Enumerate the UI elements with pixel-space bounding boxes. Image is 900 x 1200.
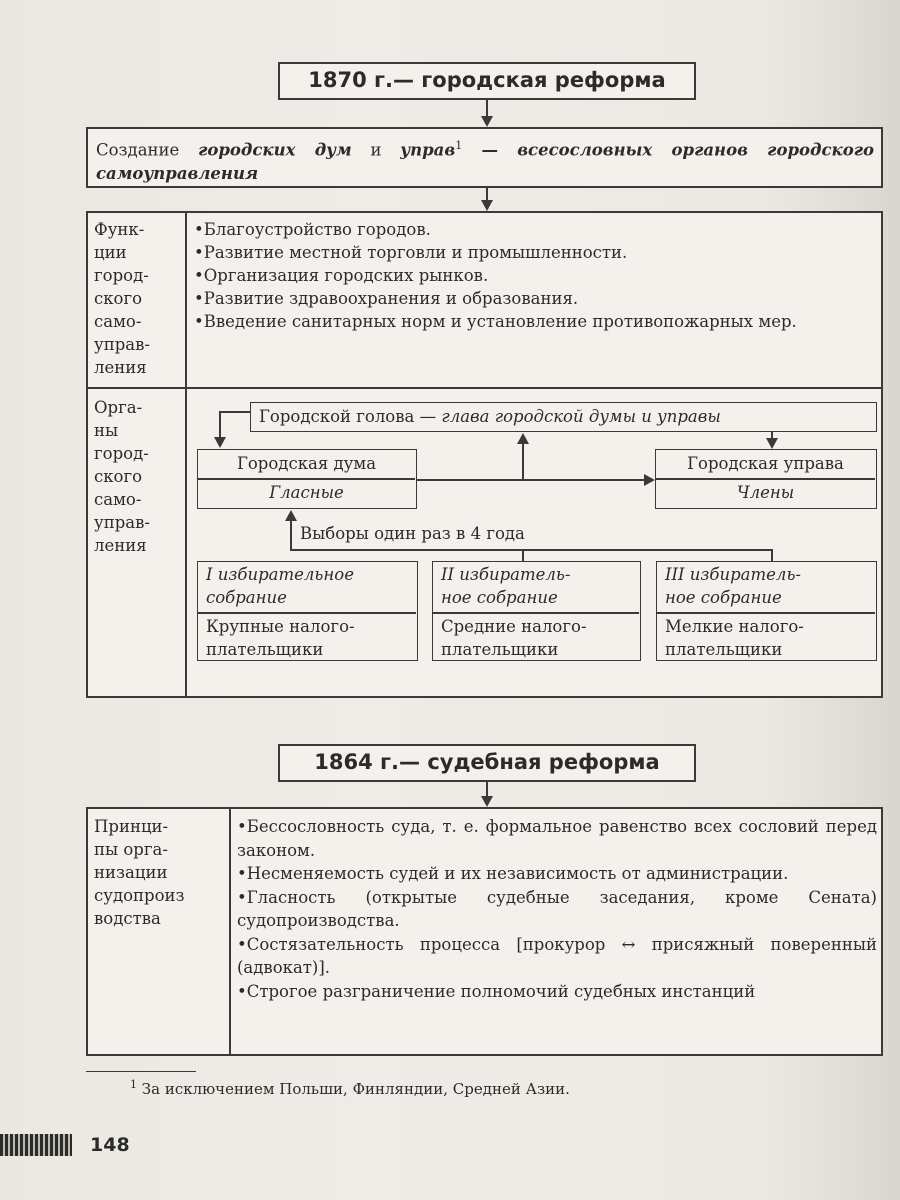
assembly-1-box — [197, 561, 418, 661]
city-head-role: — глава городской думы и управы — [414, 407, 721, 426]
uprava-box — [655, 449, 877, 509]
connector — [290, 520, 292, 550]
list-item: • Гласность (открытые судебные заседания, кроме Сената) судопроизводства. — [237, 886, 877, 933]
list-item: • Состязательность процесса [прокурор ↔ присяжный поверенный (адвокат)]. — [237, 933, 877, 980]
arrow-up-icon — [517, 433, 529, 444]
elections-label: Выборы один раз в 4 года — [300, 524, 525, 543]
page-number: 148 — [90, 1134, 130, 1156]
creation-text: Создание городских дум и управ$^1$ — всесословных органов городского самоуправления — [96, 139, 874, 183]
functions-heading: Функ- ции город- ского само- управ- ления — [94, 220, 150, 377]
arrow-down-icon — [481, 796, 493, 807]
table-divider-horizontal — [86, 387, 883, 389]
principles-heading: Принци- пы орга- низации судопроиз водства — [94, 817, 185, 928]
principles-list — [237, 815, 877, 1003]
arrow-up-icon — [285, 510, 297, 521]
list-item: • Развитие здравоохранения и образования. — [194, 287, 876, 310]
list-item: • Развитие местной торговли и промышленности. — [194, 241, 876, 264]
list-item: • Благоустройство городов. — [194, 218, 876, 241]
duma-box — [197, 449, 417, 509]
assembly-2-box — [432, 561, 641, 661]
city-reform-title: 1870 г.— городская реформа — [278, 62, 696, 100]
city-head-name: Городской голова — [259, 407, 415, 426]
arrow-down-icon — [766, 438, 778, 449]
table-divider-vertical — [229, 807, 231, 1056]
assembly-who: Крупные налого- плательщики — [206, 617, 355, 659]
connector — [220, 411, 250, 413]
uprava-name: Городская управа — [687, 454, 844, 473]
list-item: • Строгое разграничение полномочий судебных инстанций — [237, 980, 877, 1004]
duma-name: Городская дума — [236, 454, 377, 473]
duma-members: Гласные — [269, 483, 344, 502]
table-divider-vertical — [185, 211, 187, 698]
arrow-down-icon — [481, 200, 493, 211]
arrow-down-icon — [481, 116, 493, 127]
arrow-down-icon — [214, 437, 226, 448]
connector — [219, 411, 221, 438]
uprava-members: Члены — [736, 483, 795, 502]
organs-heading: Орга- ны город- ского само- управ- ления — [94, 398, 150, 555]
list-item: • Несменяемость судей и их независимость от администрации. — [237, 862, 877, 886]
court-reform-title: 1864 г.— судебная реформа — [278, 744, 696, 782]
connector — [290, 549, 772, 551]
page-marker-bar — [0, 1134, 72, 1156]
footnote: $^1$ За исключением Польши, Финляндии, Средней Азии. — [130, 1078, 570, 1098]
assembly-3-box — [656, 561, 877, 661]
functions-list — [194, 218, 876, 333]
assembly-who: Средние налого- плательщики — [441, 617, 587, 659]
list-item: • Бессословность суда, т. е. формальное равенство всех сословий перед законом. — [237, 815, 877, 862]
creation-box — [86, 127, 883, 188]
connector — [417, 479, 644, 481]
list-item: • Введение санитарных норм и установление противопожарных мер. — [194, 310, 876, 333]
footnote-rule — [86, 1071, 196, 1072]
assembly-name: III избиратель- ное собрание — [665, 565, 801, 607]
list-item: • Организация городских рынков. — [194, 264, 876, 287]
assembly-who: Мелкие налого- плательщики — [665, 617, 804, 659]
assembly-name: II избиратель- ное собрание — [441, 565, 571, 607]
connector — [522, 444, 524, 480]
assembly-name: I избирательное собрание — [206, 565, 354, 607]
city-head-box — [250, 402, 877, 432]
arrow-right-icon — [644, 474, 655, 486]
